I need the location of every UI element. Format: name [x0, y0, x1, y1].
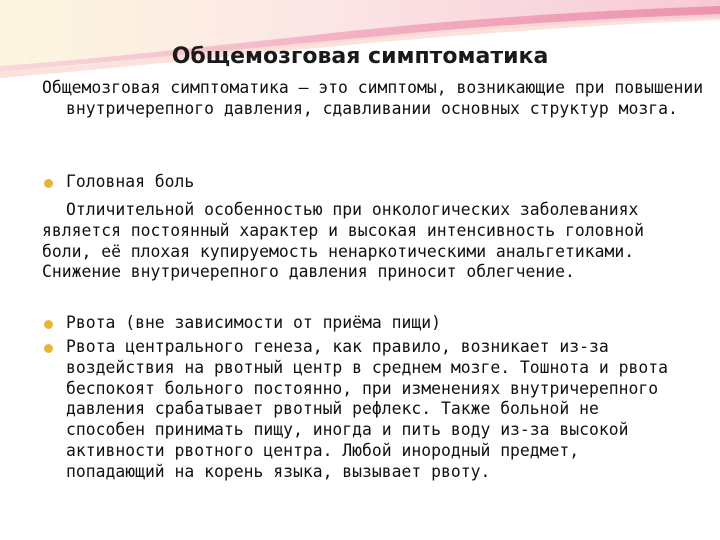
bullet-label: Головная боль: [66, 172, 195, 191]
headache-description: Отличительной особенностью при онкологических заболеваниях является постоянный характер и высокая интенсивность головной боли, её плохая купируемость ненаркотическими анальгетиками. Снижение внутричерепного давления приносит облегчение.: [42, 200, 644, 282]
bullet-icon: [44, 179, 53, 188]
bullet-label: Рвота центрального генеза, как правило, возникает из-за воздействия на рвотный центр в среднем мозге. Тошнота и рвота беспокоят больного постоянно, при изменениях внутричерепного давления срабатывает рвотный рефлекс. Также больной не способен принимать пищу, иногда и пить воду из-за высокой активности рвотного центра. Любой инородный предмет, попадающий на корень языка, вызывает рвоту.: [66, 337, 668, 481]
bullet-icon: [44, 344, 53, 353]
bullet-icon: [44, 320, 53, 329]
slide-title: Общемозговая симптоматика: [171, 44, 549, 69]
intro-paragraph: Общемозговая симптоматика — это симптомы, возникающие при повышении внутричерепного давления, сдавливании основных структур мозга.: [42, 78, 704, 118]
bullet-label: Рвота (вне зависимости от приёма пищи): [66, 313, 441, 332]
